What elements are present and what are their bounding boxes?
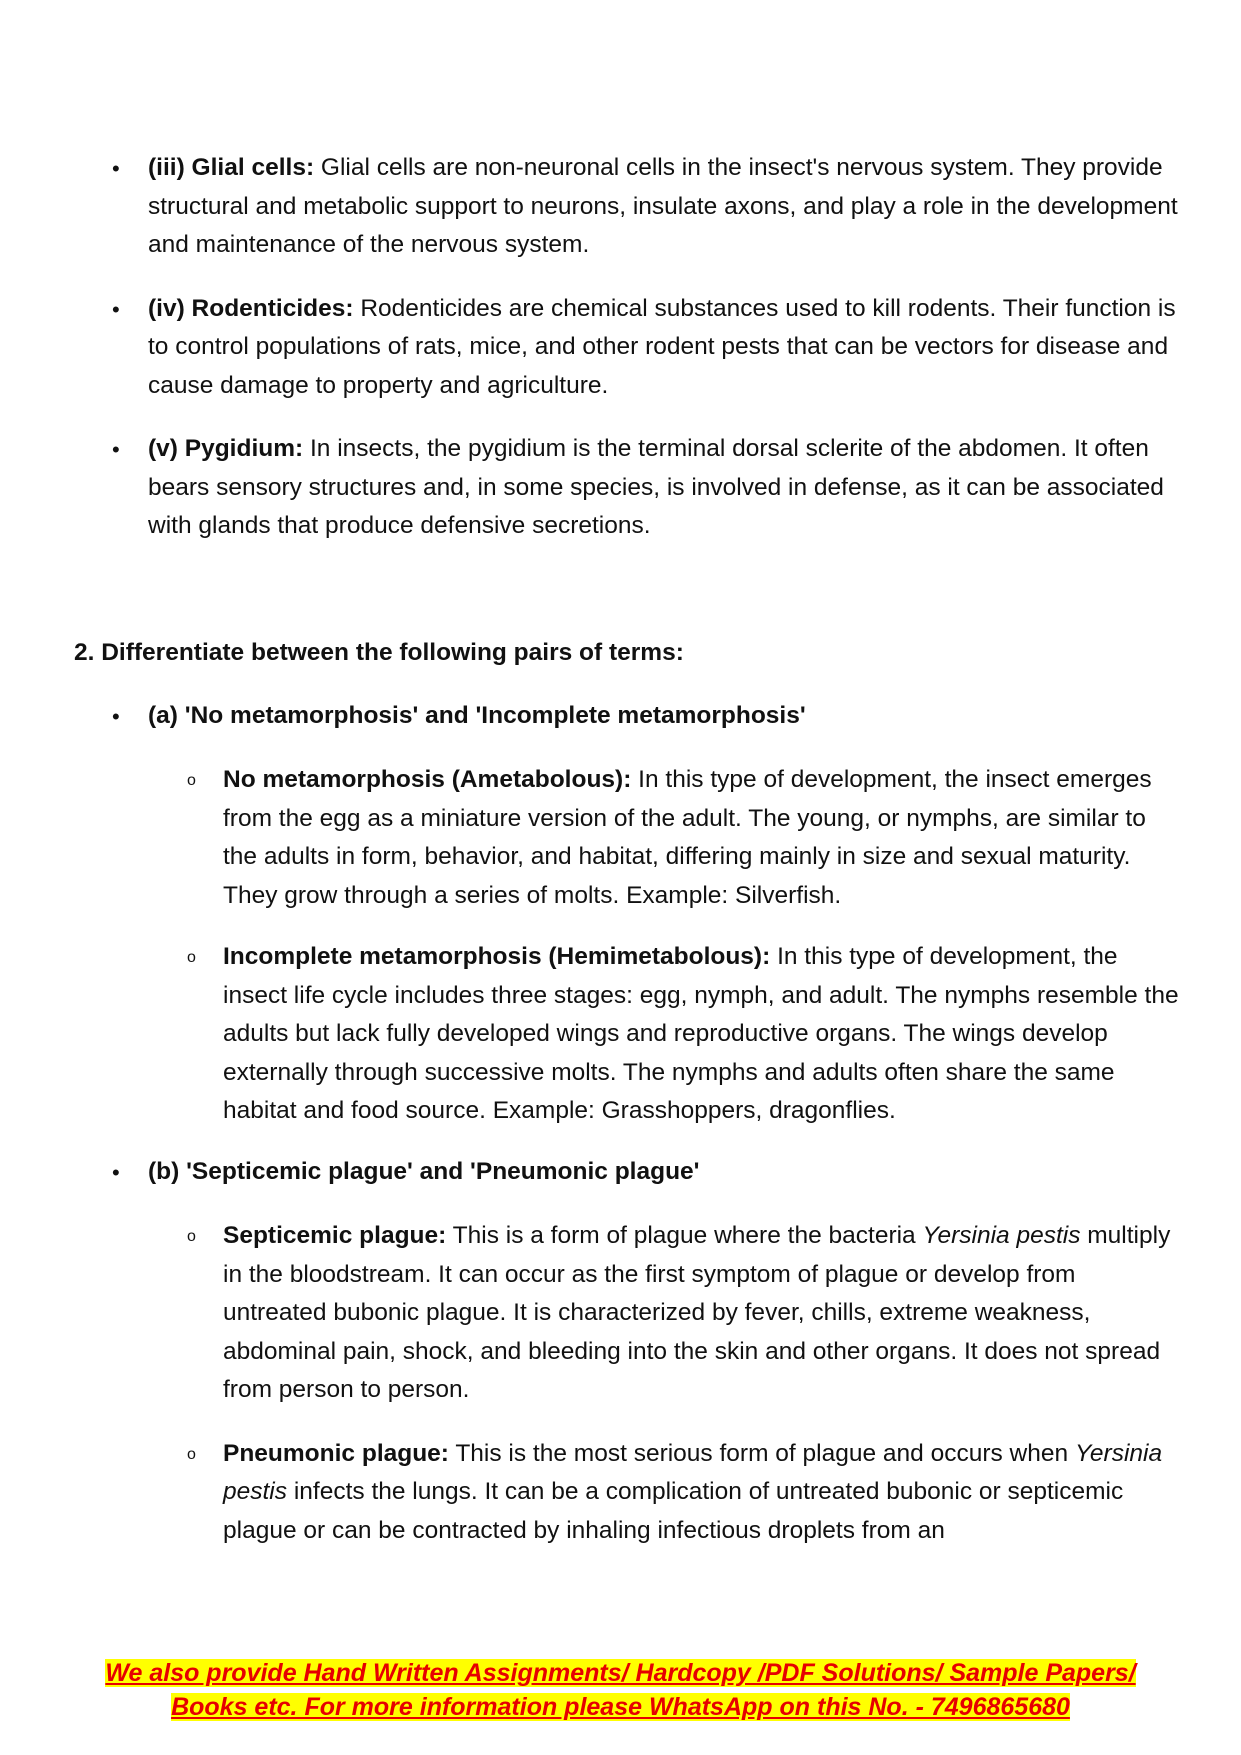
sub-item-ametabolous — [187, 761, 1183, 915]
definition-paragraph — [223, 1435, 1183, 1551]
definition-term: No metamorphosis (Ametabolous): — [223, 766, 632, 793]
glossary-term: (iii) Glial cells: — [148, 154, 315, 181]
glossary-paragraph — [148, 290, 1184, 406]
definition-text: infects the lungs. It can be a complication of untreated bubonic or septicemic plague or can be contracted by inhaling infectious droplets from an — [223, 1478, 1124, 1544]
glossary-definition: In insects, the pygidium is the terminal dorsal sclerite of the abdomen. It often bears sensory structures and, in some species, is involved in defense, as it can be associated with glands that produce defensive secretions. — [148, 435, 1164, 539]
definition-text: multiply in the bloodstream. It can occur as the first symptom of plague or develop from untreated bubonic plague. It is characterized by fever, chills, extreme weakness, abdominal pain, shock, and bleeding into the skin and other organs. It does not spread from person to person. — [223, 1222, 1171, 1403]
bullet-icon: • — [112, 1160, 120, 1185]
glossary-paragraph — [148, 149, 1184, 265]
glossary-item-glial-cells — [112, 149, 1184, 265]
definition-term: Septicemic plague: — [223, 1222, 447, 1249]
sub-bullet-icon: o — [187, 1445, 196, 1463]
definition-term: Pneumonic plague: — [223, 1439, 449, 1467]
definition-paragraph — [223, 1217, 1183, 1410]
footer-line-1: We also provide Hand Written Assignments/ Hardcopy /PDF Solutions/ Sample Papers/ — [105, 1659, 1136, 1687]
sub-bullet-icon: o — [187, 1228, 196, 1245]
species-name: Yersinia pestis — [922, 1222, 1081, 1249]
glossary-definition: Glial cells are non-neuronal cells in the insect's nervous system. They provide structural and metabolic support to neurons, insulate axons, and play a role in the development and maintenance of the nervous system. — [148, 154, 1178, 258]
definition-text: This is the most serious form of plague and occurs when — [448, 1439, 1075, 1467]
pair-a-heading-item — [112, 697, 1184, 736]
sub-item-septicemic-plague — [187, 1217, 1183, 1410]
pair-b-heading-item — [112, 1153, 1184, 1192]
glossary-item-rodenticides — [112, 290, 1184, 406]
bullet-icon: • — [112, 156, 120, 181]
definition-term: Incomplete metamorphosis (Hemimetabolous): — [223, 943, 771, 970]
bullet-icon: • — [112, 704, 120, 729]
glossary-term: (v) Pygidium: — [148, 435, 304, 462]
sub-item-hemimetabolous — [187, 938, 1183, 1131]
glossary-list — [112, 149, 1184, 571]
question-heading: 2. Differentiate between the following pairs of terms: — [74, 639, 684, 666]
species-name: Yersinia pestis — [223, 1439, 1163, 1505]
definition-text: In this type of development, the insect emerges from the egg as a miniature version of the adult. The young, or nymphs, are similar to the adults in form, behavior, and habitat, differing mainly in size and sexual maturity. They grow through a series of molts. Example: Silverfish. — [223, 766, 1152, 909]
definition-paragraph — [223, 938, 1183, 1131]
glossary-paragraph — [148, 430, 1184, 546]
definition-text: This is a form of plague where the bacteria — [446, 1222, 923, 1249]
glossary-term: (iv) Rodenticides: — [148, 294, 354, 322]
definition-paragraph — [223, 761, 1183, 915]
pair-b-sub-list — [187, 1217, 1183, 1575]
definition-text: In this type of development, the insect life cycle includes three stages: egg, nymph, and adult. The nymphs resemble the adults but lack fully developed wings and reproductive organs. The wings develop externally through successive molts. The nymphs and adults often share the same habitat and food source. Example: Grasshoppers, dragonflies. — [223, 943, 1179, 1124]
sub-bullet-icon: o — [187, 772, 196, 789]
bullet-icon: • — [112, 437, 120, 462]
sub-item-pneumonic-plague — [187, 1435, 1183, 1551]
footer-line-2: Books etc. For more information please WhatsApp on this No. - 7496865680 — [171, 1693, 1070, 1721]
glossary-item-pygidium — [112, 430, 1184, 546]
glossary-definition: Rodenticides are chemical substances used to kill rodents. Their function is to control populations of rats, mice, and other rodent pests that can be vectors for disease and cause damage to property and agriculture. — [148, 294, 1176, 399]
pair-b-title: (b) 'Septicemic plague' and 'Pneumonic plague' — [148, 1158, 700, 1185]
pair-a-sub-list — [187, 761, 1183, 1154]
bullet-icon: • — [112, 296, 120, 322]
sub-bullet-icon: o — [187, 949, 196, 966]
pair-a-title: (a) 'No metamorphosis' and 'Incomplete metamorphosis' — [148, 702, 806, 729]
footer-promo — [60, 1656, 1181, 1724]
